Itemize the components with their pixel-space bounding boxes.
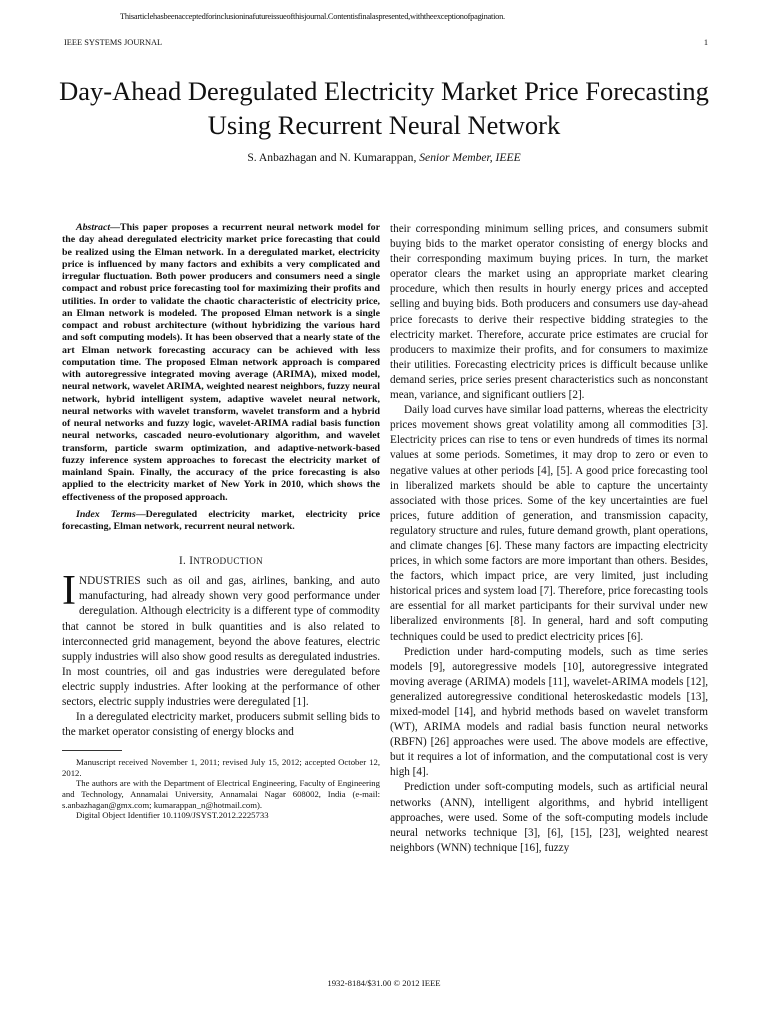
acceptance-notice: Thisarticlehasbeenacceptedforinclusioninafutureissueofthisjournal.Contentisfinalaspresented,withtheexceptionofpagination. xyxy=(120,12,505,21)
author-names: S. Anbazhagan and N. Kumarappan, xyxy=(247,151,417,164)
footnote-manuscript: Manuscript received November 1, 2011; revised July 15, 2012; accepted October 12, 2012. xyxy=(62,757,380,778)
running-header xyxy=(64,38,708,47)
page-number: 1 xyxy=(703,38,708,47)
abstract-text: —This paper proposes a recurrent neural network model for the day ahead deregulated electricity market price forecasting that could be realized using the Elman network. In a deregulated market, electricity price is influenced by many factors and exhibits a very complicated and irregular fluctuation. Both power producers and consumers need a single compact and robust price forecasting tool for maximizing their profits and utilities. In order to validate the chaotic characteristic of electricity price, an Elman network is modeled. The proposed Elman network is a single compact and robust architecture (without hybridizing the various hard and soft computing models). It has been observed that a nearly state of the art Elman network forecasting accuracy can be achieved with less computation time. The proposed Elman network approach is compared with autoregressive integrated moving average (ARIMA), mixed model, neural network, wavelet ARIMA, weighted nearest neighbors, fuzzy neural network, hybrid intelligent system, adaptive wavelet neural network, neural networks with wavelet transform, wavelet transform and a hybrid of neural networks and fuzzy logic, wavelet-ARIMA radial basis function neural networks, cascaded neuro-evolutionary algorithm, and wavelet transform, particle swarm optimization, and adaptive-network-based fuzzy inference system approaches to forecast the electricity market of mainland Spain. Finally, the accuracy of the price forecasting is also applied to the electricity market of New York in 2010, which shows the effectiveness of the proposed approach. xyxy=(62,222,380,503)
journal-name: IEEE SYSTEMS JOURNAL xyxy=(64,38,163,47)
left-column xyxy=(62,222,380,821)
abstract xyxy=(62,222,380,504)
footnote-doi: Digital Object Identifier 10.1109/JSYST.2012.2225733 xyxy=(76,810,269,821)
drop-cap: I xyxy=(62,568,76,615)
section-rest: NTRODUCTION xyxy=(193,556,263,567)
index-terms-text: —Deregulated electricity market, electricity price forecasting, Elman network, recurrent neural network. xyxy=(62,508,380,532)
copyright-footer: 1932-8184/$31.00 © 2012 IEEE xyxy=(327,978,441,988)
right-paragraph-2: Daily load curves have similar load patterns, whereas the electricity prices movement shows great volatility among all commodities [3]. Electricity prices can rise to tens or even hundreds of times its normal values at some periods. Sometimes, it may drop to zero or even to negative values at other periods [4], [5]. A good price forecasting tool in liberalized markets should be able to capture the uncertainty associated with those prices. Some of the key uncertainties are fuel prices, future addition of generation, and transmission capacity, regulatory structure and rules, future demand growth, plant operations, and climate changes [6]. These many factors are impacting electricity prices, in which some factors are more important than others. Besides, the factors, which impact price, are very limited, just including historical prices and system load [7]. Therefore, price forecasting tools are essential for all market participants for their survival under new liberalized environments [8]. In general, hard and soft computing techniques could be used to predict electricity prices [6]. xyxy=(390,404,708,643)
right-paragraph-3: Prediction under hard-computing models, such as time series models [9], autoregressive models [10], autoregressive integrated moving average (ARIMA) models [11], wavelet-ARIMA models [12], generalized autoregressive conditional heteroskedastic models [13], mixed-model [14], and hybrid methods based on wavelet transform (WT), ARIMA models and radial basis function neural networks (RBFN) [26] approaches were used. The above models are effective, but it requires a lot of information, and the computational cost is very high [4]. xyxy=(390,645,708,779)
intro-p1-text: NDUSTRIES such as oil and gas, airlines, banking, and auto manufacturing, had already shown very good performance under deregulation. Although electricity is a different type of commodity that cannot be stored in bulk quantities and is also related to interconnected grid management, beyond the above features, electric supply industries will also show good results as deregulated industries. In most countries, oil and gas industries were deregulated before electric supply industries. After looking at the performance of other sectors, electric supply industries were deregulated [1]. xyxy=(62,575,380,708)
section-numeral: I. xyxy=(179,555,190,568)
paper-title: Day-Ahead Deregulated Electricity Market Price Forecasting Using Recurrent Neural Network xyxy=(59,76,709,140)
index-terms-lead: Index Terms xyxy=(76,508,136,520)
intro-paragraph-1 xyxy=(62,568,380,710)
abstract-lead: Abstract xyxy=(76,222,111,233)
intro-paragraph-2: In a deregulated electricity market, producers submit selling bids to the market operator consisting of energy blocks and xyxy=(62,711,380,739)
right-column xyxy=(390,222,708,856)
right-paragraph-4: Prediction under soft-computing models, such as artificial neural networks (ANN), intelligent algorithms, and hybrid intelligent approaches, were used. Some of the soft-computing models include neural networks technique [3], [6], [15], [23], weighted nearest neighbors (WNN) technique [16], fuzzy xyxy=(390,781,708,854)
author-line xyxy=(40,151,728,164)
author-role: Senior Member, IEEE xyxy=(419,151,521,164)
footnotes xyxy=(62,757,380,821)
index-terms xyxy=(62,509,380,534)
footnote-affiliation: The authors are with the Department of Electrical Engineering, Faculty of Engineering and Technology, Annamalai University, Annamalai Nagar 608002, India (e-mail: s.anbazhagan@gmx.com; kumarappan_n@hotmail.com). xyxy=(62,778,380,810)
section-heading-introduction xyxy=(62,555,380,567)
right-paragraph-1: their corresponding minimum selling prices, and consumers submit buying bids to the market operator consisting of energy blocks and their corresponding maximum buying prices. In turn, the market operator clears the market using an appropriate market clearing procedure, which then results in hourly energy prices and accepted selling and buying bids. Both producers and consumers use day-ahead price forecasts to derive their respective bidding strategies to the electricity market. Therefore, accurate price estimates are crucial for producers to maximize their profits, and for consumers to maximize their utilities. Forecasting electricity prices is difficult because unlike demand series, price series present characteristics such as nonconstant mean, variance, and significant outliers [2]. xyxy=(390,223,708,402)
section-initial: I xyxy=(189,555,194,568)
footnote-divider xyxy=(62,750,122,751)
